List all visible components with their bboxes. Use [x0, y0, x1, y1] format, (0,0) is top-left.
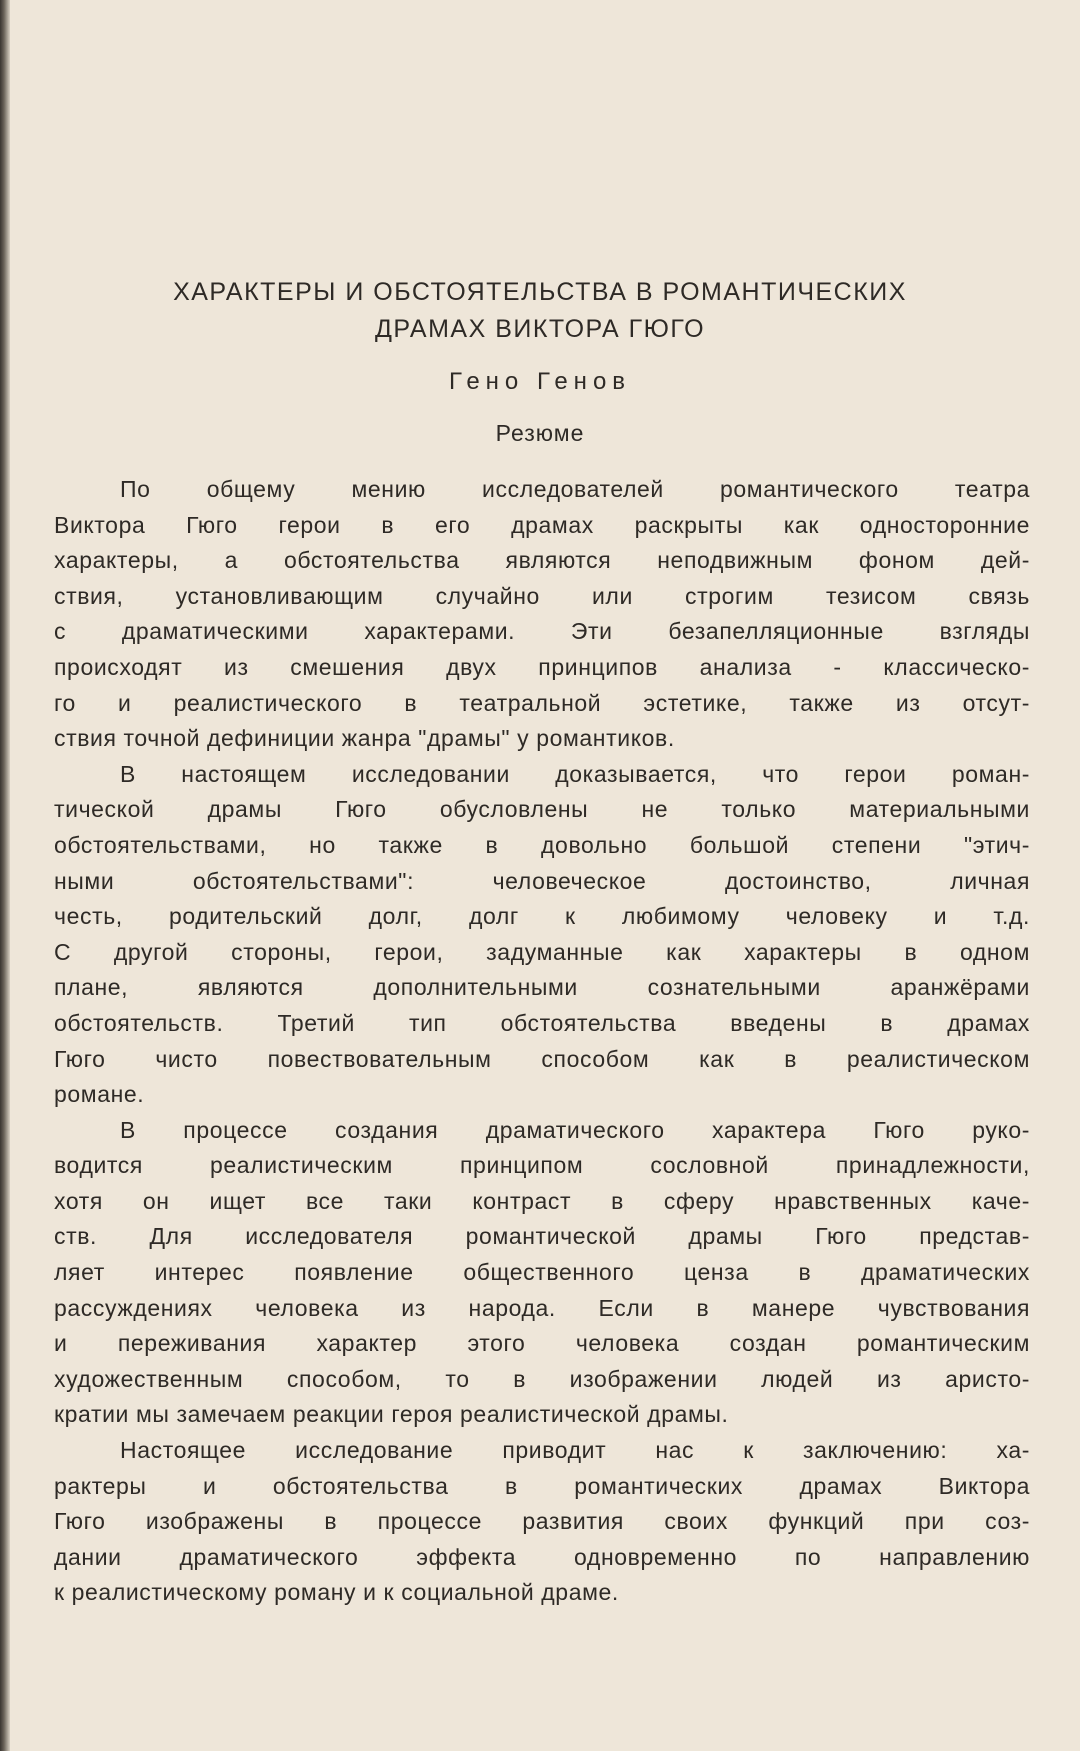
text-line: художественным способом, то в изображении людей из аристо-: [54, 1365, 1030, 1392]
text-line: хотя он ищет все таки контраст в сферу нравственных каче-: [54, 1187, 1030, 1214]
text-line: С другой стороны, герои, задуманные как характеры в одном: [54, 938, 1030, 965]
title-line-2: ДРАМАХ ВИКТОРА ГЮГО: [374, 315, 706, 343]
text-line: кратии мы замечаем реакции героя реалистической драмы.: [54, 1401, 729, 1428]
text-line: По общему мению исследователей романтического театра: [120, 476, 1030, 502]
text-line: романе.: [54, 1081, 145, 1108]
text-line: обстоятельствами, но также в довольно большой степени "этич-: [54, 831, 1030, 858]
text-line: к реалистическому роману и к социальной драме.: [54, 1579, 619, 1606]
text-line: водится реалистическим принципом сословной принадлежности,: [54, 1152, 1030, 1179]
text-line: го и реалистического в театральной эстетике, также из отсут-: [54, 689, 1030, 716]
text-line: ствия, установливающим случайно или строгим тезисом связь: [54, 582, 1030, 609]
text-line: дании драматического эффекта одновременно по направлению: [54, 1543, 1030, 1570]
text-line: плане, являются дополнительными сознательными аранжёрами: [54, 974, 1030, 1001]
text-line: ными обстоятельствами": человеческое достоинство, личная: [54, 867, 1030, 894]
text-line: обстоятельств. Третий тип обстоятельства введены в драмах: [54, 1009, 1030, 1036]
text-line: В процессе создания драматического характера Гюго руко-: [120, 1116, 1030, 1143]
text-line: происходят из смешения двух принципов анализа - классическо-: [54, 653, 1030, 680]
title-line-1: ХАРАКТЕРЫ И ОБСТОЯТЕЛЬСТВА В РОМАНТИЧЕСКИХ: [173, 278, 907, 306]
author: Гено Генов: [448, 368, 632, 395]
text-line: В настоящем исследовании доказывается, что герои роман-: [120, 760, 1030, 787]
page-binding-shadow: [0, 0, 10, 1751]
text-line: ляет интерес появление общественного ценза в драматических: [54, 1259, 1030, 1286]
text-line: Гюго изображены в процессе развития своих функций при соз-: [54, 1508, 1030, 1535]
text-line: ствия точной дефиниции жанра "драмы" у романтиков.: [54, 725, 675, 752]
text-line: Настоящее исследование приводит нас к заключению: ха-: [120, 1437, 1030, 1464]
text-line: рассуждениях человека из народа. Если в манере чувствования: [54, 1294, 1030, 1321]
text-line: с драматическими характерами. Эти безапелляционные взгляды: [54, 618, 1030, 645]
section-heading: Резюме: [495, 420, 585, 446]
abstract-body: [54, 472, 1030, 1611]
text-line: и переживания характер этого человека создан романтическим: [54, 1330, 1030, 1357]
text-line: Виктора Гюго герои в его драмах раскрыты как односторонние: [54, 511, 1030, 538]
text-line: ств. Для исследователя романтической драмы Гюго представ-: [54, 1223, 1030, 1250]
text-line: тической драмы Гюго обусловлены не только материальными: [54, 796, 1030, 823]
text-line: характеры, а обстоятельства являются неподвижным фоном дей-: [54, 547, 1030, 574]
text-line: рактеры и обстоятельства в романтических драмах Виктора: [54, 1472, 1030, 1499]
text-line: честь, родительский долг, долг к любимому человеку и т.д.: [54, 903, 1030, 930]
text-line: Гюго чисто повествовательным способом как в реалистическом: [54, 1045, 1030, 1072]
